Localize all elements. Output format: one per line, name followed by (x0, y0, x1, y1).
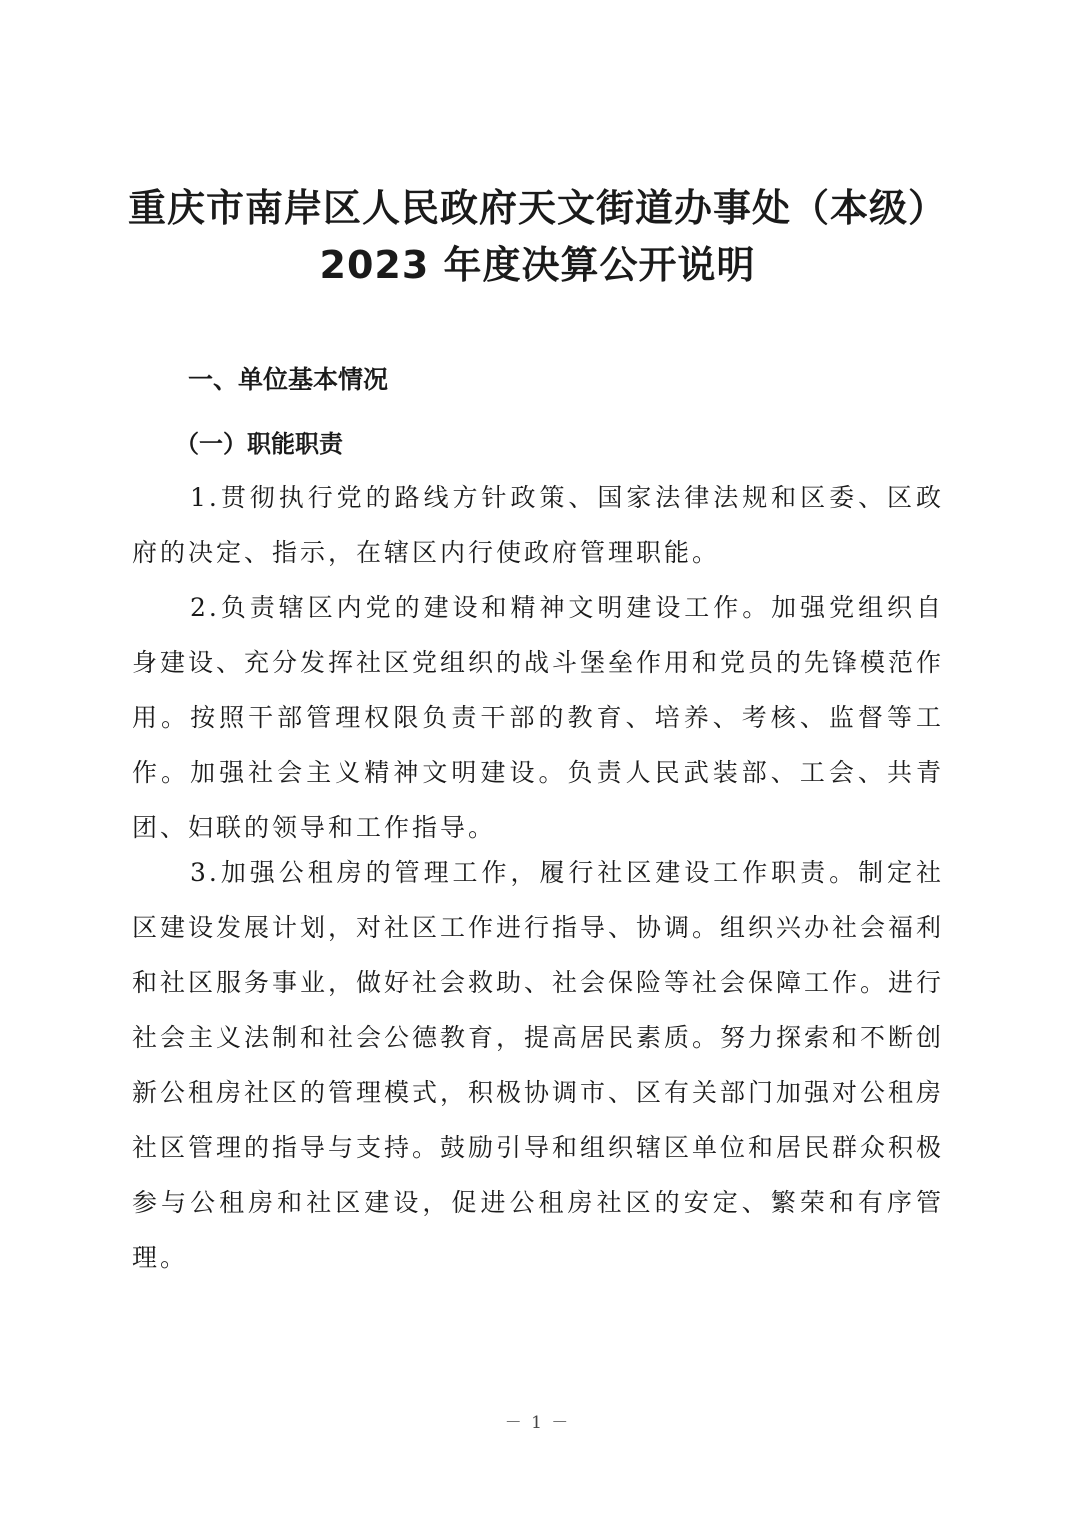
title-line-1: 重庆市南岸区人民政府天文街道办事处（本级） (127, 186, 947, 230)
paragraph-1: 1.贯彻执行党的路线方针政策、国家法律法规和区委、区政府的决定、指示，在辖区内行使政府管理职能。 (132, 483, 944, 567)
section-heading: 一、单位基本情况 (188, 365, 389, 394)
sub-heading: （一）职能职责 (175, 429, 343, 458)
paragraph-2: 2.负责辖区内党的建设和精神文明建设工作。加强党组织自身建设、充分发挥社区党组织的战斗堡垒作用和党员的先锋模范作用。按照干部管理权限负责干部的教育、培养、考核、监督等工作。加强社会主义精神文明建设。负责人民武装部、工会、共青团、妇联的领导和工作指导。 (132, 593, 945, 842)
paragraph-3: 3.加强公租房的管理工作，履行社区建设工作职责。制定社区建设发展计划，对社区工作进行指导、协调。组织兴办社会福利和社区服务事业，做好社会救助、社会保险等社会保障工作。进行社会主义法制和社会公德教育，提高居民素质。努力探索和不断创新公租房社区的管理模式，积极协调市、区有关部门加强对公租房社区管理的指导与支持。鼓励引导和组织辖区单位和居民群众积极参与公租房和社区建设，促进公租房社区的安定、繁荣和有序管理。 (132, 858, 945, 1272)
title-line-2: 2023 年度决算公开说明 (319, 243, 756, 287)
page-number: － 1 － (504, 1413, 571, 1433)
document-title (0, 180, 1075, 294)
